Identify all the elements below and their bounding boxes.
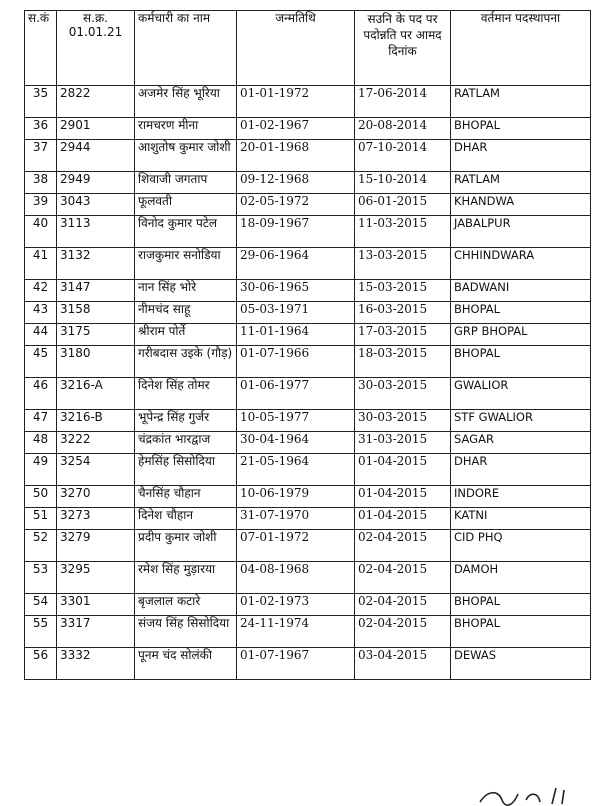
promotion-date-cell: 13-03-2015 xyxy=(355,248,451,280)
posting-cell: BHOPAL xyxy=(451,302,591,324)
posting-cell: DAMOH xyxy=(451,562,591,594)
name-cell: दिनेश चौहान xyxy=(135,508,237,530)
code-cell: 3279 xyxy=(57,530,135,562)
serial-cell: 56 xyxy=(25,648,57,680)
posting-cell: GWALIOR xyxy=(451,378,591,410)
serial-cell: 51 xyxy=(25,508,57,530)
dob-cell: 01-06-1977 xyxy=(237,378,355,410)
table-row xyxy=(25,594,591,616)
posting-cell: INDORE xyxy=(451,486,591,508)
promotion-date-cell: 15-03-2015 xyxy=(355,280,451,302)
name-cell: चैनसिंह चौहान xyxy=(135,486,237,508)
posting-cell: SAGAR xyxy=(451,432,591,454)
dob-cell: 18-09-1967 xyxy=(237,216,355,248)
posting-cell: BHOPAL xyxy=(451,118,591,140)
name-cell: शिवाजी जगताप xyxy=(135,172,237,194)
table-row xyxy=(25,616,591,648)
promotion-date-cell: 17-03-2015 xyxy=(355,324,451,346)
dob-cell: 01-07-1967 xyxy=(237,648,355,680)
serial-cell: 50 xyxy=(25,486,57,508)
name-cell: दिनेश सिंह तोमर xyxy=(135,378,237,410)
name-cell: गरीबदास उइके (गौड़) xyxy=(135,346,237,378)
table-row xyxy=(25,648,591,680)
name-cell: पूनम चंद सोलंकी xyxy=(135,648,237,680)
table-row xyxy=(25,86,591,118)
table-row xyxy=(25,248,591,280)
table-row xyxy=(25,140,591,172)
posting-cell: RATLAM xyxy=(451,86,591,118)
table-row xyxy=(25,378,591,410)
name-cell: बृजलाल कटारे xyxy=(135,594,237,616)
promotion-date-cell: 03-04-2015 xyxy=(355,648,451,680)
name-cell: नीमचंद साहू xyxy=(135,302,237,324)
table-row xyxy=(25,508,591,530)
posting-cell: CHHINDWARA xyxy=(451,248,591,280)
serial-cell: 49 xyxy=(25,454,57,486)
header-code: स.क्र. 01.01.21 xyxy=(57,11,135,86)
posting-cell: DHAR xyxy=(451,454,591,486)
table-row xyxy=(25,346,591,378)
posting-cell: BHOPAL xyxy=(451,346,591,378)
dob-cell: 24-11-1974 xyxy=(237,616,355,648)
code-cell: 3113 xyxy=(57,216,135,248)
serial-cell: 55 xyxy=(25,616,57,648)
code-cell: 3216-B xyxy=(57,410,135,432)
serial-cell: 37 xyxy=(25,140,57,172)
serial-cell: 41 xyxy=(25,248,57,280)
posting-cell: BHOPAL xyxy=(451,594,591,616)
header-serial: स.कं xyxy=(25,11,57,86)
name-cell: अजमेर सिंह भूरिया xyxy=(135,86,237,118)
promotion-date-cell: 02-04-2015 xyxy=(355,562,451,594)
dob-cell: 31-07-1970 xyxy=(237,508,355,530)
header-name: कर्मचारी का नाम xyxy=(135,11,237,86)
table-row xyxy=(25,432,591,454)
serial-cell: 54 xyxy=(25,594,57,616)
posting-cell: BADWANI xyxy=(451,280,591,302)
table-header-row xyxy=(25,11,591,86)
posting-cell: BHOPAL xyxy=(451,616,591,648)
dob-cell: 07-01-1972 xyxy=(237,530,355,562)
promotion-date-cell: 30-03-2015 xyxy=(355,378,451,410)
promotion-date-cell: 01-04-2015 xyxy=(355,486,451,508)
code-cell: 3254 xyxy=(57,454,135,486)
serial-cell: 36 xyxy=(25,118,57,140)
posting-cell: GRP BHOPAL xyxy=(451,324,591,346)
name-cell: आशुतोष कुमार जोशी xyxy=(135,140,237,172)
code-cell: 3175 xyxy=(57,324,135,346)
dob-cell: 11-01-1964 xyxy=(237,324,355,346)
promotion-date-cell: 17-06-2014 xyxy=(355,86,451,118)
serial-cell: 44 xyxy=(25,324,57,346)
promotion-date-cell: 02-04-2015 xyxy=(355,616,451,648)
posting-cell: STF GWALIOR xyxy=(451,410,591,432)
serial-cell: 42 xyxy=(25,280,57,302)
code-cell: 3147 xyxy=(57,280,135,302)
posting-cell: JABALPUR xyxy=(451,216,591,248)
signature-mark xyxy=(478,786,588,806)
dob-cell: 01-01-1972 xyxy=(237,86,355,118)
name-cell: प्रदीप कुमार जोशी xyxy=(135,530,237,562)
code-cell: 2822 xyxy=(57,86,135,118)
code-cell: 3270 xyxy=(57,486,135,508)
code-cell: 3180 xyxy=(57,346,135,378)
promotion-date-cell: 01-04-2015 xyxy=(355,508,451,530)
header-dob: जन्मतिथि xyxy=(237,11,355,86)
promotion-date-cell: 16-03-2015 xyxy=(355,302,451,324)
posting-cell: DHAR xyxy=(451,140,591,172)
promotion-date-cell: 11-03-2015 xyxy=(355,216,451,248)
table-row xyxy=(25,172,591,194)
promotion-date-cell: 07-10-2014 xyxy=(355,140,451,172)
posting-cell: DEWAS xyxy=(451,648,591,680)
posting-cell: RATLAM xyxy=(451,172,591,194)
dob-cell: 09-12-1968 xyxy=(237,172,355,194)
serial-cell: 53 xyxy=(25,562,57,594)
dob-cell: 01-02-1973 xyxy=(237,594,355,616)
dob-cell: 29-06-1964 xyxy=(237,248,355,280)
table-row xyxy=(25,530,591,562)
name-cell: हेमसिंह सिसोदिया xyxy=(135,454,237,486)
dob-cell: 02-05-1972 xyxy=(237,194,355,216)
posting-cell: KHANDWA xyxy=(451,194,591,216)
dob-cell: 01-07-1966 xyxy=(237,346,355,378)
serial-cell: 39 xyxy=(25,194,57,216)
code-cell: 3216-A xyxy=(57,378,135,410)
code-cell: 3158 xyxy=(57,302,135,324)
serial-cell: 48 xyxy=(25,432,57,454)
serial-cell: 47 xyxy=(25,410,57,432)
code-cell: 3301 xyxy=(57,594,135,616)
table-row xyxy=(25,410,591,432)
promotion-date-cell: 06-01-2015 xyxy=(355,194,451,216)
name-cell: चंद्रकांत भारद्वाज xyxy=(135,432,237,454)
name-cell: नान सिंह भोरे xyxy=(135,280,237,302)
promotion-date-cell: 31-03-2015 xyxy=(355,432,451,454)
code-cell: 2949 xyxy=(57,172,135,194)
employee-table xyxy=(24,10,591,680)
header-promotion-date: सउनि के पद पर पदोन्नति पर आमद दिनांक xyxy=(355,11,451,86)
serial-cell: 40 xyxy=(25,216,57,248)
serial-cell: 46 xyxy=(25,378,57,410)
table-row xyxy=(25,454,591,486)
dob-cell: 20-01-1968 xyxy=(237,140,355,172)
dob-cell: 05-03-1971 xyxy=(237,302,355,324)
code-cell: 3273 xyxy=(57,508,135,530)
dob-cell: 10-05-1977 xyxy=(237,410,355,432)
name-cell: फूलवती xyxy=(135,194,237,216)
code-cell: 3332 xyxy=(57,648,135,680)
name-cell: रमेश सिंह मुड़ारया xyxy=(135,562,237,594)
name-cell: राजकुमार सनोडिया xyxy=(135,248,237,280)
promotion-date-cell: 18-03-2015 xyxy=(355,346,451,378)
name-cell: विनोद कुमार पटेल xyxy=(135,216,237,248)
dob-cell: 01-02-1967 xyxy=(237,118,355,140)
promotion-date-cell: 15-10-2014 xyxy=(355,172,451,194)
serial-cell: 43 xyxy=(25,302,57,324)
dob-cell: 21-05-1964 xyxy=(237,454,355,486)
code-cell: 2901 xyxy=(57,118,135,140)
table-row xyxy=(25,486,591,508)
code-cell: 3132 xyxy=(57,248,135,280)
promotion-date-cell: 02-04-2015 xyxy=(355,594,451,616)
table-row xyxy=(25,324,591,346)
serial-cell: 38 xyxy=(25,172,57,194)
table-row xyxy=(25,216,591,248)
promotion-date-cell: 20-08-2014 xyxy=(355,118,451,140)
dob-cell: 10-06-1979 xyxy=(237,486,355,508)
table-row xyxy=(25,302,591,324)
serial-cell: 45 xyxy=(25,346,57,378)
promotion-date-cell: 01-04-2015 xyxy=(355,454,451,486)
name-cell: रामचरण मीना xyxy=(135,118,237,140)
code-cell: 3222 xyxy=(57,432,135,454)
code-cell: 3043 xyxy=(57,194,135,216)
serial-cell: 35 xyxy=(25,86,57,118)
posting-cell: CID PHQ xyxy=(451,530,591,562)
code-cell: 3295 xyxy=(57,562,135,594)
dob-cell: 04-08-1968 xyxy=(237,562,355,594)
name-cell: भूपेन्द्र सिंह गुर्जर xyxy=(135,410,237,432)
code-cell: 2944 xyxy=(57,140,135,172)
table-row xyxy=(25,562,591,594)
header-posting: वर्तमान पदस्थापना xyxy=(451,11,591,86)
table-row xyxy=(25,280,591,302)
dob-cell: 30-04-1964 xyxy=(237,432,355,454)
table-row xyxy=(25,194,591,216)
posting-cell: KATNI xyxy=(451,508,591,530)
promotion-date-cell: 02-04-2015 xyxy=(355,530,451,562)
name-cell: श्रीराम पोर्ते xyxy=(135,324,237,346)
code-cell: 3317 xyxy=(57,616,135,648)
serial-cell: 52 xyxy=(25,530,57,562)
dob-cell: 30-06-1965 xyxy=(237,280,355,302)
promotion-date-cell: 30-03-2015 xyxy=(355,410,451,432)
name-cell: संजय सिंह सिसोदिया xyxy=(135,616,237,648)
table-row xyxy=(25,118,591,140)
